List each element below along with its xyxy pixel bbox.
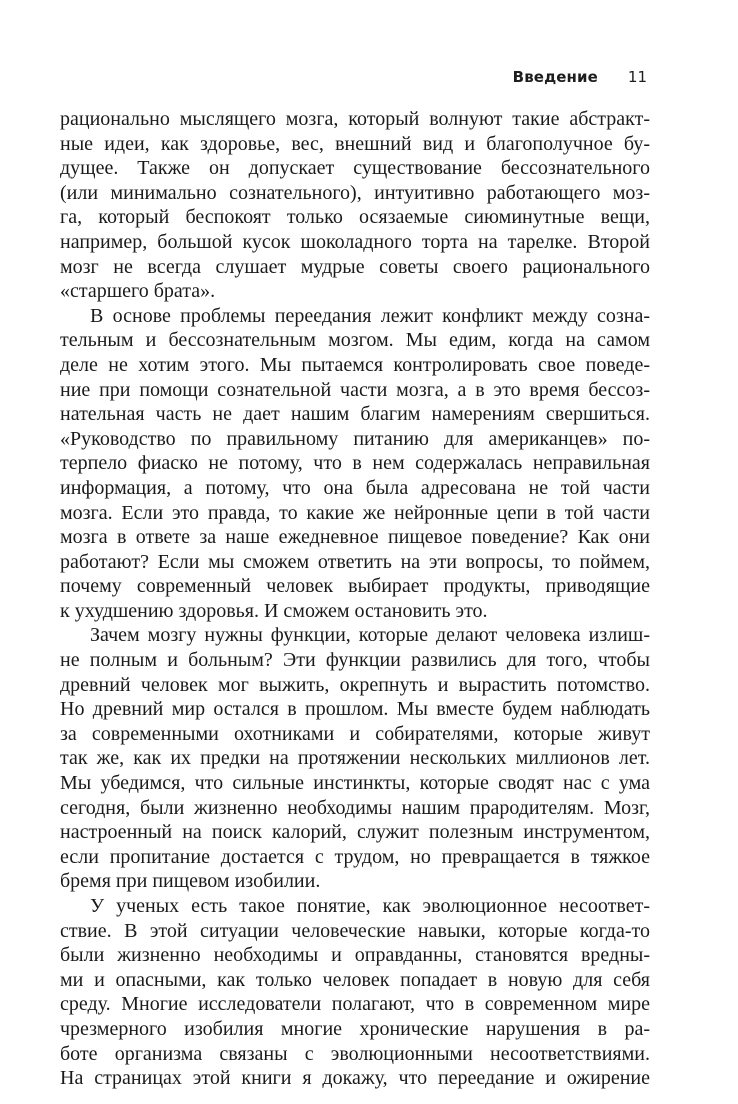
text-line: чрезмерного изобилия многие хронические нарушения в ра- — [60, 1017, 650, 1040]
text-line: например, большой кусок шоколадного торта на тарелке. Второй — [60, 230, 650, 253]
text-line: если пропитание достается с трудом, но превращается в тяжкое — [60, 845, 650, 868]
text-line: за современными охотниками и собирателями, которые живут — [60, 722, 650, 745]
text-line: среду. Многие исследователи полагают, что в современном мире — [60, 993, 650, 1016]
text-line: Мы убедимся, что сильные инстинкты, которые сводят нас с ума — [60, 772, 650, 795]
text-line: В основе проблемы переедания лежит конфликт между созна- — [90, 304, 650, 327]
text-line: не полным и больным? Эти функции развились для того, чтобы — [60, 649, 650, 672]
text-line: тельным и бессознательным мозгом. Мы едим, когда на самом — [60, 329, 650, 352]
text-line: рационально мыслящего мозга, который волнуют такие абстракт- — [60, 108, 650, 130]
text-line: (или минимально сознательного), интуитивно работающего моз- — [60, 181, 650, 204]
text-line: были жизненно необходимы и оправданны, становятся вредны- — [60, 944, 650, 967]
text-line: У ученых есть такое понятие, как эволюционное несоответ- — [90, 895, 650, 917]
text-line: деле не хотим этого. Мы пытаемся контролировать свое поведе- — [60, 353, 650, 376]
text-line: мозга. Если это правда, то какие же нейронные цепи в той части — [60, 501, 650, 524]
text-line: ми и опасными, как только человек попадает в новую для себя — [60, 968, 650, 991]
text-line: дущее. Также он допускает существование бессознательного — [60, 157, 650, 180]
text-line: Зачем мозгу нужны функции, которые делают человека излиш- — [90, 624, 650, 647]
text-line: древний человек мог выжить, окрепнуть и вырастить потомство. — [60, 673, 650, 696]
running-head — [513, 68, 647, 86]
text-line: мозг не всегда слушает мудрые советы своего рационального — [60, 255, 650, 278]
text-line: «Руководство по правильному питанию для американцев» по- — [60, 427, 650, 450]
text-line: Но древний мир остался в прошлом. Мы вместе будем наблюдать — [60, 698, 650, 721]
text-line: ные идеи, как здоровье, вес, внешний вид и благополучное бу- — [60, 132, 650, 155]
text-line: к ухудшению здоровья. И сможем остановить это. — [60, 599, 488, 622]
text-line: ствие. В этой ситуации человеческие навыки, которые когда-то — [60, 919, 650, 942]
text-line: боте организма связаны с эволюционными несоответствиями. — [60, 1042, 650, 1065]
text-line: На страницах этой книги я докажу, что переедание и ожирение — [60, 1067, 650, 1090]
text-line: ние при помощи сознательной части мозга, а в это время бессоз- — [60, 378, 650, 401]
text-line: информация, а потому, что она была адресована не той части — [60, 476, 650, 499]
paragraph-2 — [60, 304, 650, 624]
page-number: 11 — [627, 68, 647, 86]
paragraph-1 — [60, 107, 650, 304]
paragraph-4 — [60, 894, 650, 1091]
text-line: мозга в ответе за наше ежедневное пищевое поведение? Как они — [60, 526, 650, 549]
text-line: бремя при пищевом изобилии. — [60, 870, 321, 893]
text-line: работают? Если мы сможем ответить на эти вопросы, то поймем, — [60, 550, 650, 573]
text-line: нательная часть не дает нашим благим намерениям свершиться. — [60, 403, 650, 426]
section-title: Введение — [512, 68, 598, 86]
text-line: терпело фиаско не потому, что в нем содержалась неправильная — [60, 452, 650, 475]
body-text — [60, 107, 650, 1091]
text-line: так же, как их предки на протяжении нескольких миллионов лет. — [60, 747, 650, 770]
text-line: га, который беспокоят только осязаемые сиюминутные вещи, — [60, 206, 650, 229]
text-line: настроенный на поиск калорий, служит полезным инструментом, — [60, 821, 650, 844]
text-line: сегодня, были жизненно необходимы нашим прародителям. Мозг, — [60, 796, 650, 819]
text-line: «старшего брата». — [60, 280, 216, 303]
paragraph-3 — [60, 623, 650, 894]
text-line: почему современный человек выбирает продукты, приводящие — [60, 575, 650, 598]
